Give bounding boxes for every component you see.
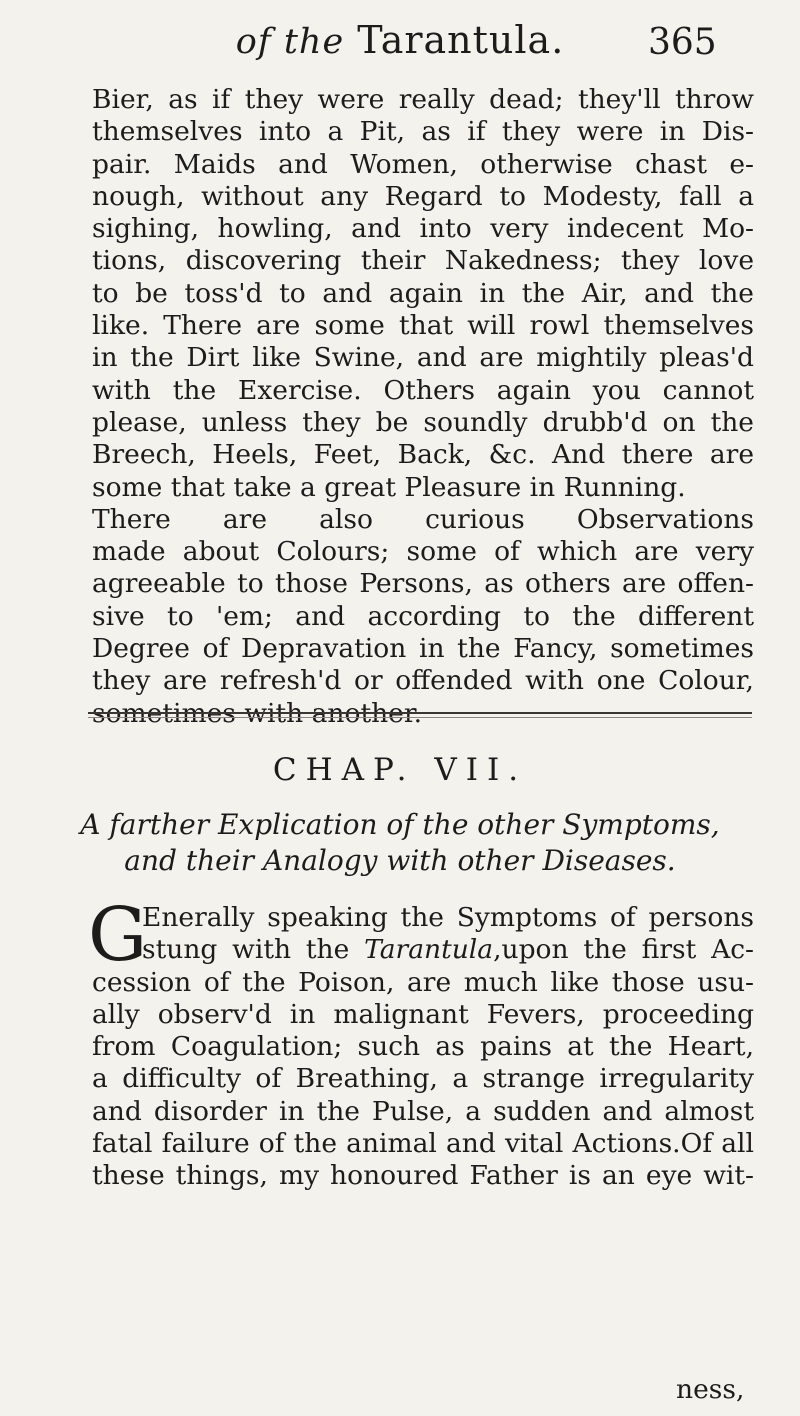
text-segment: stung with the — [142, 934, 365, 966]
catchword: ness, — [676, 1374, 745, 1405]
chapter-subtitle-line-1: A farther Explication of the other Symptoms, — [80, 808, 720, 841]
section-rule-thin — [88, 717, 752, 718]
text-line: and disorder in the Pulse, a sudden and almost — [92, 1095, 754, 1127]
text-segment: ,upon the first Ac- — [493, 934, 754, 966]
text-line: they are refresh'd or offended with one Colour, — [92, 665, 754, 697]
text-line: these things, my honoured Father is an eye wit- — [92, 1160, 754, 1192]
text-line: Enerally speaking the Symptoms of persons — [142, 902, 754, 933]
text-line: cession of the Poison, are much like those usu- — [92, 966, 754, 998]
paragraph-1 — [92, 84, 754, 730]
running-title — [230, 18, 570, 62]
text-line: from Coagulation; such as pains at the Heart, — [92, 1031, 754, 1063]
text-line: Breech, Heels, Feet, Back, &c. And there are — [92, 439, 754, 471]
chapter-subtitle-line-2: and their Analogy with other Diseases. — [124, 844, 676, 877]
text-line — [142, 934, 754, 966]
text-line: sive to 'em; and according to the different — [92, 600, 754, 632]
page-header — [0, 18, 800, 78]
text-line: a difficulty of Breathing, a strange irregularity — [92, 1063, 754, 1095]
italic-term: Tarantula — [364, 934, 494, 966]
drop-cap: G — [88, 892, 148, 978]
page-number: 365 — [648, 22, 717, 63]
text-line: nough, without any Regard to Modesty, fall a — [92, 180, 754, 212]
text-line: Bier, as if they were really dead; they'll throw — [92, 84, 754, 115]
paragraph-2 — [92, 902, 754, 1193]
text-line: There are also curious Observations — [92, 503, 754, 535]
text-line: with the Exercise. Others again you cannot — [92, 374, 754, 406]
text-line: fatal failure of the animal and vital Actions.Of all — [92, 1128, 754, 1160]
text-line: to be toss'd to and again in the Air, and the — [92, 277, 754, 309]
chapter-heading: CHAP. VII. — [272, 752, 528, 788]
text-line: like. There are some that will rowl themselves — [92, 310, 754, 342]
text-line: sometimes with another. — [92, 697, 423, 729]
running-title-main: Tarantula. — [357, 18, 565, 62]
section-rule — [88, 712, 752, 714]
text-line: Degree of Depravation in the Fancy, sometimes — [92, 633, 754, 665]
text-line: please, unless they be soundly drubb'd on the — [92, 406, 754, 438]
running-title-prefix: of the — [235, 22, 345, 62]
text-line: pair. Maids and Women, otherwise chast e- — [92, 148, 754, 180]
text-line: themselves into a Pit, as if they were in Dis- — [92, 116, 754, 148]
text-line: tions, discovering their Nakedness; they love — [92, 245, 754, 277]
text-line: made about Colours; some of which are very — [92, 536, 754, 568]
text-line: some that take a great Pleasure in Running. — [92, 471, 686, 503]
text-line: sighing, howling, and into very indecent Mo- — [92, 213, 754, 245]
text-line: ally observ'd in malignant Fevers, proceeding — [92, 998, 754, 1030]
text-line: in the Dirt like Swine, and are mightily pleas'd — [92, 342, 754, 374]
text-line: agreeable to those Persons, as others are offen- — [92, 568, 754, 600]
